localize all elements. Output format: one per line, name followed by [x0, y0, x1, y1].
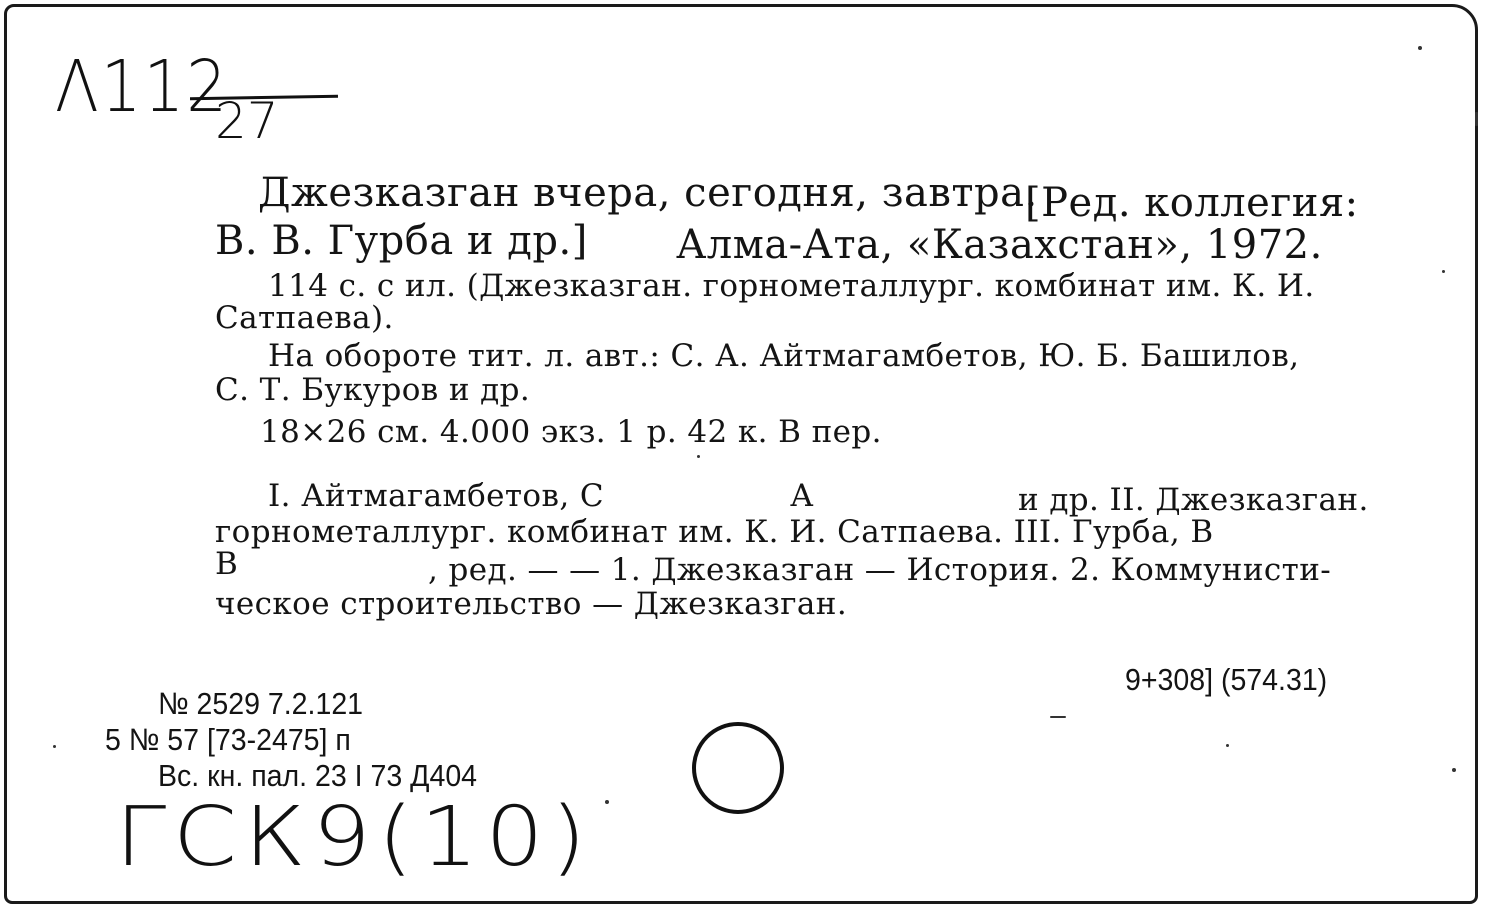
imprint-line-1: № 2529 7.2.121	[158, 686, 364, 721]
title-line-1-right: [Ред. коллегия:	[1025, 180, 1359, 226]
classification-number: 9+308] (574.31)	[1125, 662, 1328, 697]
verso-note-line-1: На обороте тит. л. авт.: С. А. Айтмагамбетов, Ю. Б. Башилов,	[268, 338, 1300, 374]
handwritten-call-number: Λ112	[55, 46, 229, 129]
imprint-line-2: 5 № 57 [73-2475] п	[105, 722, 351, 757]
tracing-line-1-part-2: А	[790, 478, 814, 514]
format-line: 18×26 см. 4.000 экз. 1 р. 42 к. В пер.	[260, 414, 882, 450]
imprint-line-3: Вс. кн. пал. 23 I 73 Д404	[158, 758, 478, 793]
scan-speck	[1452, 768, 1456, 772]
handwritten-shelf-mark: 27	[215, 92, 279, 150]
scan-speck	[53, 745, 56, 748]
verso-note-line-2: С. Т. Букуров и др.	[215, 372, 531, 408]
scan-speck	[697, 455, 700, 458]
scan-speck	[1226, 744, 1229, 747]
tracing-line-2: горнометаллург. комбинат им. К. И. Сатпаева. III. Гурба, В	[215, 514, 1214, 550]
title-line-2-right: Алма-Ата, «Казахстан», 1972.	[676, 222, 1323, 268]
scan-speck	[605, 800, 609, 804]
circle-stamp	[692, 722, 784, 814]
scan-speck	[1442, 270, 1445, 273]
physical-description-line-1: 114 с. с ил. (Джезказган. горнометаллург. комбинат им. К. И.	[268, 268, 1315, 304]
scan-speck	[1050, 716, 1066, 718]
tracing-line-4: ческое строительство — Джезказган.	[215, 586, 848, 622]
tracing-line-3-part-2: , ред. — — 1. Джезказган — История. 2. Коммунисти-	[428, 552, 1332, 588]
tracing-line-1-part-3: и др. II. Джезказган.	[1018, 482, 1369, 518]
scan-speck	[1418, 46, 1422, 50]
tracing-line-1-part-1: I. Айтмагамбетов, С	[268, 478, 604, 514]
title-line-2-left: В. В. Гурба и др.]	[215, 218, 588, 264]
physical-description-line-2: Сатпаева).	[215, 300, 394, 336]
handwritten-bottom-mark: ГСК9(10)	[115, 790, 593, 885]
scan-speck	[1475, 112, 1478, 126]
title-line-1-left: Джезказган вчера, сегодня, завтра.	[258, 170, 1038, 216]
tracing-line-3-part-1: В	[215, 546, 239, 582]
